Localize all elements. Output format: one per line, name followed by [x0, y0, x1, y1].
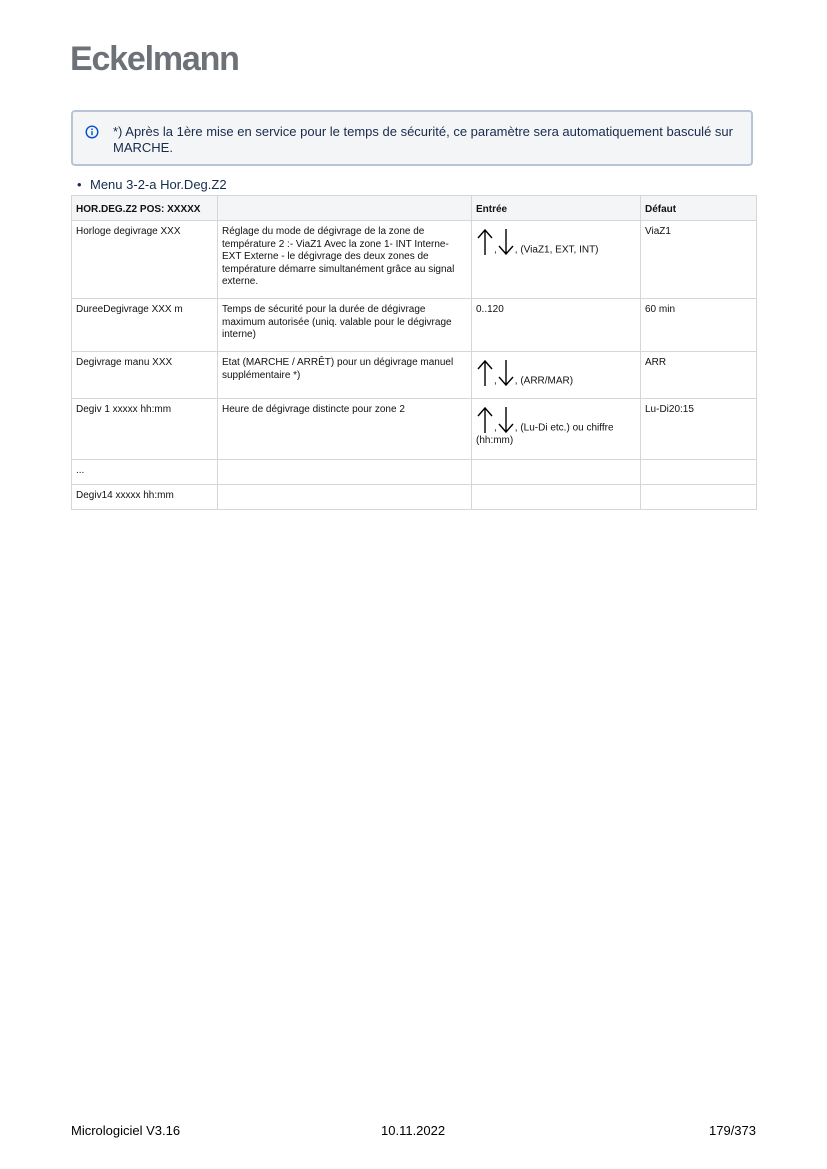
parameter-entry	[472, 399, 641, 460]
table-header-description	[218, 196, 472, 221]
down-arrow-icon	[497, 358, 515, 388]
up-arrow-icon	[476, 405, 494, 435]
entry-options: , (ARR/MAR)	[514, 375, 574, 387]
footer-firmware-version: Micrologiciel V3.16	[71, 1123, 181, 1138]
footer-date: 10.11.2022	[381, 1123, 446, 1138]
parameter-description: Heure de dégivrage distincte pour zone 2	[218, 399, 472, 460]
parameter-default: 60 min	[641, 299, 757, 352]
up-down-arrows: ,	[476, 405, 515, 435]
table-row	[72, 485, 757, 510]
parameter-description: Réglage du mode de dégivrage de la zone de température 2 :- ViaZ1 Avec la zone 1- INT Interne- EXT Externe - le dégivrage des deux zones de température démarre simultanément grâce au signal externe.	[218, 221, 472, 299]
bullet-dot: •	[77, 177, 82, 192]
info-panel	[71, 110, 753, 166]
parameter-table	[71, 195, 757, 510]
entry-options: , (Lu-Di etc.) ou chiffre (hh:mm)	[476, 422, 614, 446]
table-row	[72, 352, 757, 399]
up-arrow-icon	[476, 227, 494, 257]
parameter-name: DureeDegivrage XXX m	[72, 299, 218, 352]
parameter-entry: 0..120	[472, 299, 641, 352]
parameter-entry	[472, 485, 641, 510]
info-icon	[85, 125, 99, 139]
table-row	[72, 221, 757, 299]
parameter-default: ARR	[641, 352, 757, 399]
down-arrow-icon	[497, 405, 515, 435]
parameter-description	[218, 485, 472, 510]
parameter-default	[641, 460, 757, 485]
eckelmann-logo: Eckelmann	[70, 40, 239, 78]
parameter-name: Degivrage manu XXX	[72, 352, 218, 399]
parameter-entry	[472, 352, 641, 399]
up-arrow-icon	[476, 358, 494, 388]
parameter-entry	[472, 221, 641, 299]
footer-page-number: 179/373	[709, 1123, 756, 1138]
parameter-name: Degiv 1 xxxxx hh:mm	[72, 399, 218, 460]
table-header-default: Défaut	[641, 196, 757, 221]
parameter-description: Etat (MARCHE / ARRÊT) pour un dégivrage manuel supplémentaire *)	[218, 352, 472, 399]
entry-options: , (ViaZ1, EXT, INT)	[514, 244, 599, 256]
table-header-entry: Entrée	[472, 196, 641, 221]
parameter-description	[218, 460, 472, 485]
parameter-name: ...	[72, 460, 218, 485]
menu-bullet	[77, 177, 227, 192]
info-panel-text: *) Après la 1ère mise en service pour le temps de sécurité, ce paramètre sera automatiquement basculé sur MARCHE.	[113, 124, 733, 155]
parameter-description: Temps de sécurité pour la durée de dégivrage maximum autorisée (uniq. valable pour le dégivrage interne)	[218, 299, 472, 352]
parameter-default	[641, 485, 757, 510]
parameter-name: Horloge degivrage XXX	[72, 221, 218, 299]
parameter-default: ViaZ1	[641, 221, 757, 299]
table-header-row	[72, 196, 757, 221]
down-arrow-icon	[497, 227, 515, 257]
parameter-name: Degiv14 xxxxx hh:mm	[72, 485, 218, 510]
parameter-default: Lu-Di20:15	[641, 399, 757, 460]
table-row	[72, 460, 757, 485]
menu-bullet-label: Menu 3-2-a Hor.Deg.Z2	[90, 177, 227, 192]
up-down-arrows: ,	[476, 227, 515, 257]
table-header-parameter: HOR.DEG.Z2 POS: XXXXX	[72, 196, 218, 221]
table-row	[72, 399, 757, 460]
table-row	[72, 299, 757, 352]
parameter-entry	[472, 460, 641, 485]
up-down-arrows: ,	[476, 358, 515, 388]
